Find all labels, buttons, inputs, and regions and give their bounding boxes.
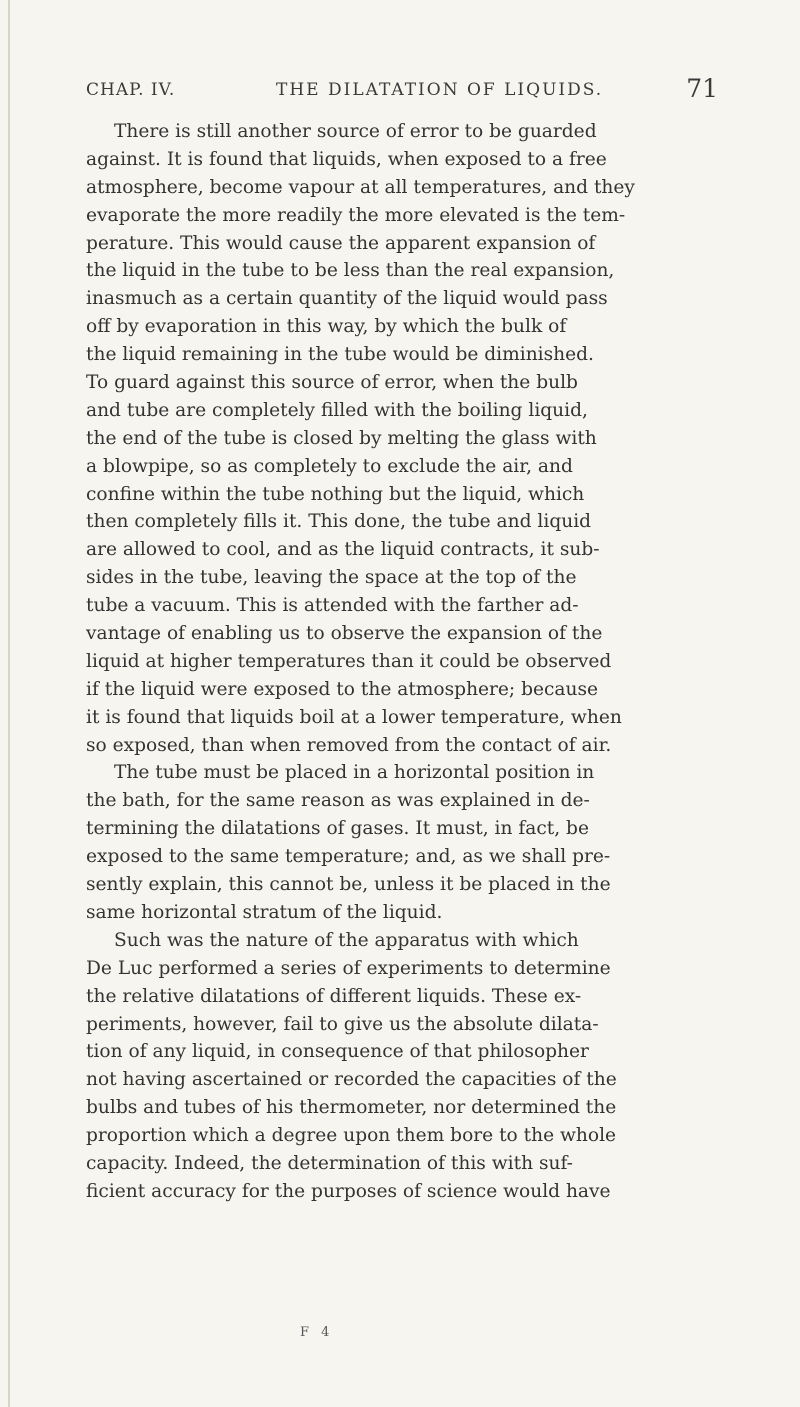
text-line: same horizontal stratum of the liquid. xyxy=(86,901,443,923)
text-line: then completely fills it. This done, the tube and liquid xyxy=(86,511,592,533)
running-title: THE DILATATION OF LIQUIDS. xyxy=(276,80,604,100)
text-line: the relative dilatations of different liquids. These ex- xyxy=(86,985,582,1007)
text-line: sently explain, this cannot be, unless it be placed in the xyxy=(86,874,611,896)
text-line: inasmuch as a certain quantity of the liquid would pass xyxy=(86,288,608,310)
text-line: a blowpipe, so as completely to exclude the air, and xyxy=(86,455,573,477)
text-line: atmosphere, become vapour at all temperatures, and they xyxy=(86,176,635,198)
text-line: There is still another source of error to be guarded xyxy=(114,121,597,142)
text-line: liquid at higher temperatures than it could be observed xyxy=(86,650,612,672)
text-line: tion of any liquid, in consequence of that philosopher xyxy=(86,1041,589,1063)
signature-mark: F 4 xyxy=(300,1325,334,1340)
page-gutter-divider xyxy=(8,0,10,1407)
text-line: the liquid in the tube to be less than the real expansion, xyxy=(86,260,615,282)
text-line: Such was the nature of the apparatus with which xyxy=(114,929,579,951)
body-text xyxy=(86,118,718,1206)
text-line: bulbs and tubes of his thermometer, nor determined the xyxy=(86,1097,617,1119)
text-line: the end of the tube is closed by melting the glass with xyxy=(86,427,597,449)
text-line: tube a vacuum. This is attended with the farther ad- xyxy=(86,595,579,617)
text-line: exposed to the same temperature; and, as we shall pre- xyxy=(86,846,611,868)
text-line: and tube are completely filled with the boiling liquid, xyxy=(86,399,588,421)
text-line: it is found that liquids boil at a lower temperature, when xyxy=(86,706,622,728)
text-line: termining the dilatations of gases. It must, in fact, be xyxy=(86,818,589,840)
text-line: sides in the tube, leaving the space at the top of the xyxy=(86,567,577,589)
text-line: not having ascertained or recorded the capacities of the xyxy=(86,1069,617,1091)
text-line: capacity. Indeed, the determination of this with suf- xyxy=(86,1152,573,1174)
text-line: the bath, for the same reason as was explained in de- xyxy=(86,790,590,812)
text-line: off by evaporation in this way, by which the bulk of xyxy=(86,316,567,338)
text-line: are allowed to cool, and as the liquid contracts, it sub- xyxy=(86,539,600,561)
chapter-label: CHAP. IV. xyxy=(86,80,176,100)
text-line: The tube must be placed in a horizontal position in xyxy=(114,762,595,784)
text-line: To guard against this source of error, when the bulb xyxy=(86,372,578,394)
text-line: proportion which a degree upon them bore to the whole xyxy=(86,1125,617,1147)
text-line: perature. This would cause the apparent expansion of xyxy=(86,232,596,254)
text-line: against. It is found that liquids, when exposed to a free xyxy=(86,148,607,170)
text-line: the liquid remaining in the tube would be diminished. xyxy=(86,344,594,366)
text-line: vantage of enabling us to observe the expansion of the xyxy=(86,623,603,645)
text-line: periments, however, fail to give us the absolute dilata- xyxy=(86,1013,599,1035)
text-line: ficient accuracy for the purposes of science would have xyxy=(86,1180,611,1202)
page-number: 71 xyxy=(686,74,718,103)
text-line: De Luc performed a series of experiments to determine xyxy=(86,957,611,979)
running-header xyxy=(86,74,718,108)
text-line: so exposed, than when removed from the contact of air. xyxy=(86,734,612,756)
text-line: if the liquid were exposed to the atmosphere; because xyxy=(86,678,599,700)
text-line: evaporate the more readily the more elevated is the tem- xyxy=(86,204,626,226)
text-line: confine within the tube nothing but the liquid, which xyxy=(86,483,585,505)
